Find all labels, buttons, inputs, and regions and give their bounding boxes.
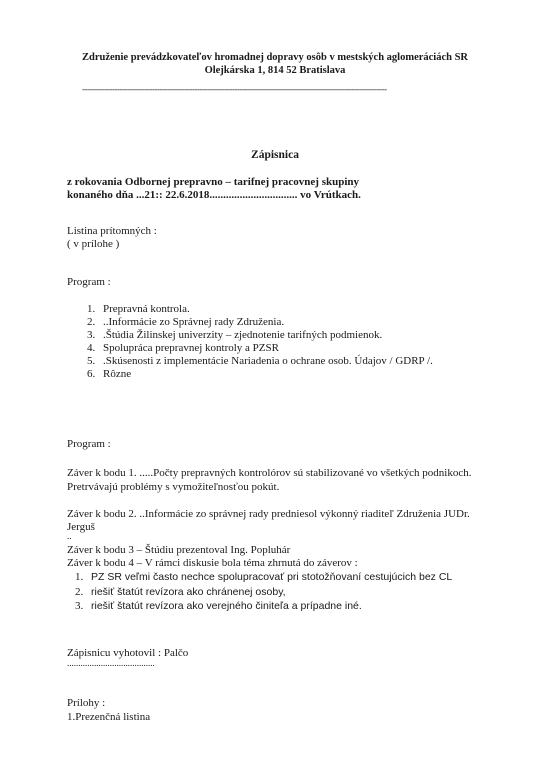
program-item-number: 4. <box>87 342 96 354</box>
author-label: Zápisnicu vyhotovil : Palčo <box>67 647 189 659</box>
conclusion-bod2-line2: Jerguš <box>67 521 95 533</box>
attendance-label: Listina prítomných : <box>67 225 157 237</box>
attachments-label: Prílohy : <box>67 697 106 709</box>
author-signature-dots: ....................................... <box>67 658 155 668</box>
subtitle-line-2: konaného dňa ...21:: 22.6.2018................................ vo Vrútkach. <box>67 189 361 201</box>
attendance-note: ( v prílohe ) <box>67 238 120 250</box>
program-item-text: Spolupráca prepravnej kontroly a PZSR <box>103 342 279 354</box>
program-item-number: 3. <box>87 329 96 341</box>
program-item-text: .Štúdia Žilinskej univerzity – zjednotenie tarifných podmienok. <box>103 329 383 341</box>
program-item-text: Rôzne <box>103 368 132 380</box>
conclusion-dots: .. <box>67 531 72 541</box>
program-item-number: 5. <box>87 355 96 367</box>
conclusion-bod2-line1: Záver k bodu 2. ..Informácie zo správnej rady predniesol výkonný riaditeľ Združenia JUDr. <box>67 508 470 520</box>
program-item-number: 2. <box>87 316 96 328</box>
subtitle-line-1: z rokovania Odbornej prepravno – tarifnej pracovnej skupiny <box>67 176 360 188</box>
bod4-item-text: riešiť štatút revízora ako verejného činiteľa a prípadne iné. <box>91 600 362 612</box>
bod4-item-number: 3. <box>75 600 84 612</box>
conclusion-bod1-line2: Pretrvávajú problémy s vymožiteľnosťou pokút. <box>67 481 280 493</box>
program-item-number: 6. <box>87 368 96 380</box>
program-item-text: Prepravná kontrola. <box>103 303 190 315</box>
document-title: Zápisnica <box>251 149 299 161</box>
bod4-item-text: riešiť štatút revízora ako chránenej osoby, <box>91 586 286 598</box>
program-item-text: .Skúsenosti z implementácie Nariadenia o ochrane osob. Údajov / GDRP /. <box>103 355 433 367</box>
attachments-item: 1.Prezenčná listina <box>67 711 151 723</box>
program-heading-2: Program : <box>67 438 111 450</box>
conclusion-bod1-line1: Záver k bodu 1. .....Počty prepravných kontrolórov sú stabilizované vo všetkých podnikoch. <box>67 467 472 479</box>
bod4-item-number: 2. <box>75 586 84 598</box>
organization-address: Olejkárska 1, 814 52 Bratislava <box>204 65 346 76</box>
program-item-number: 1. <box>87 303 96 315</box>
bod4-item-number: 1. <box>75 571 84 583</box>
bod4-item-text: PZ SR veľmi často nechce spolupracovať pri stotožňovaní cestujúcich bez CL <box>91 571 453 583</box>
program-item-text: ..Informácie zo Správnej rady Združenia. <box>103 316 285 328</box>
program-heading: Program : <box>67 276 111 288</box>
conclusion-bod3: Záver k bodu 3 – Štúdiu prezentoval Ing. Popluhár <box>67 544 291 556</box>
header-separator: -------------------------------------------------------------------------------------------------------------------------- <box>82 84 387 94</box>
conclusion-bod4: Záver k bodu 4 – V rámci diskusie bola téma zhrnutá do záverov : <box>67 557 358 569</box>
organization-name: Združenie prevádzkovateľov hromadnej dopravy osôb v mestských aglomeráciách SR <box>81 52 469 63</box>
